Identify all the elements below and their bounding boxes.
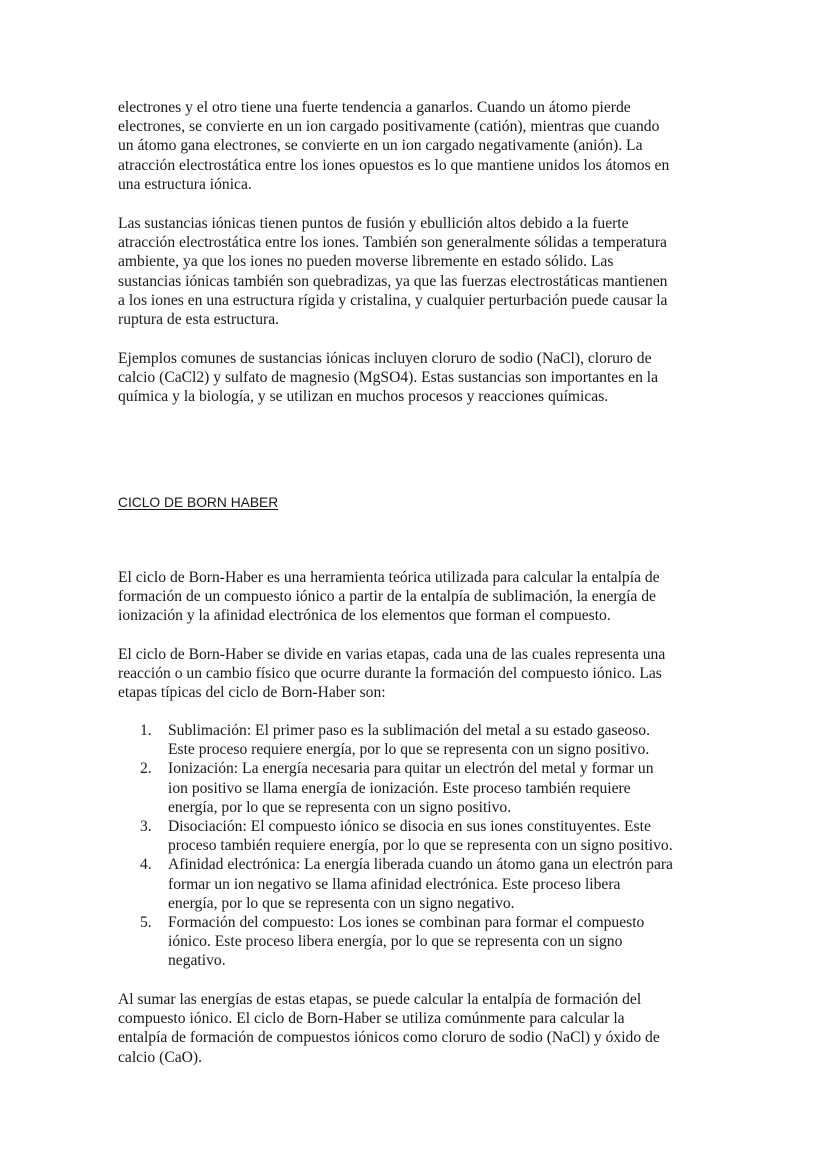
text-line: Sublimación: El primer paso es la sublimación del metal a su estado gaseoso.	[168, 722, 650, 739]
text-line: una estructura iónica.	[118, 175, 252, 193]
text-line: ion positivo se llama energía de ionización. Este proceso también requiere	[168, 779, 631, 797]
text-line: electrones y el otro tiene una fuerte tendencia a ganarlos. Cuando un átomo pierde	[118, 99, 631, 116]
text-line: formar un ion negativo se llama afinidad electrónica. Este proceso libera	[168, 875, 621, 893]
text-line: sustancias iónicas también son quebradizas, ya que las fuerzas electrostáticas mantienen	[118, 272, 668, 290]
list-number: 2.	[140, 760, 152, 778]
text-line: ionización y la afinidad electrónica de los elementos que forman el compuesto.	[118, 607, 611, 625]
list-number: 4.	[140, 856, 152, 874]
text-line: atracción electrostática entre los iones. También son generalmente sólidas a temperatura	[118, 234, 667, 252]
section-heading: CICLO DE BORN HABER	[118, 495, 279, 510]
text-line: reacción o un cambio físico que ocurre durante la formación del compuesto iónico. Las	[118, 665, 662, 683]
text-line: a los iones en una estructura rígida y cristalina, y cualquier perturbación puede causar la	[118, 291, 668, 309]
text-line: Afinidad electrónica: La energía liberada cuando un átomo gana un electrón para	[168, 856, 673, 874]
text-line: iónico. Este proceso libera energía, por lo que se representa con un signo	[168, 933, 623, 951]
list-item	[140, 817, 730, 855]
text-line: un átomo gana electrones, se convierte en un ion cargado negativamente (anión). La	[118, 137, 643, 155]
text-line: entalpía de formación de compuestos iónicos como cloruro de sodio (NaCl) y óxido de	[118, 1029, 660, 1047]
text-line: ambiente, ya que los iones no pueden moverse libremente en estado sólido. Las	[118, 253, 614, 271]
text-line: etapas típicas del ciclo de Born-Haber son:	[118, 684, 386, 702]
paragraph-ionic-examples	[118, 349, 718, 407]
text-line: energía, por lo que se representa con un signo positivo.	[168, 798, 512, 816]
text-line: calcio (CaO).	[118, 1048, 202, 1066]
text-line: proceso también requiere energía, por lo que se representa con un signo positivo.	[168, 837, 673, 855]
paragraph-ionic-properties	[118, 214, 718, 329]
list-number: 5.	[140, 914, 152, 932]
list-item	[140, 855, 730, 913]
text-line: formación de un compuesto iónico a partir de la entalpía de sublimación, la energía de	[118, 588, 656, 606]
text-line: energía, por lo que se representa con un signo negativo.	[168, 894, 515, 912]
text-line: química y la biología, y se utilizan en muchos procesos y reacciones químicas.	[118, 388, 609, 406]
text-line: Las sustancias iónicas tienen puntos de fusión y ebullición altos debido a la fuerte	[118, 215, 629, 232]
text-line: atracción electrostática entre los iones opuestos es lo que mantiene unidos los átomos en	[118, 156, 670, 174]
text-line: calcio (CaCl2) y sulfato de magnesio (MgSO4). Estas sustancias son importantes en la	[118, 369, 659, 387]
text-line: ruptura de esta estructura.	[118, 311, 280, 329]
list-item	[140, 721, 730, 759]
text-line: Disociación: El compuesto iónico se disocia en sus iones constituyentes. Este	[168, 818, 651, 836]
born-haber-steps-list	[140, 721, 730, 971]
text-line: El ciclo de Born-Haber es una herramienta teórica utilizada para calcular la entalpía de	[118, 569, 660, 586]
paragraph-born-haber-stages	[118, 645, 718, 703]
text-line: negativo.	[168, 952, 226, 970]
list-number: 3.	[140, 818, 152, 836]
list-item	[140, 913, 730, 971]
text-line: Este proceso requiere energía, por lo que se representa con un signo positivo.	[168, 741, 650, 759]
text-line: electrones, se convierte en un ion cargado positivamente (catión), mientras que cuando	[118, 118, 660, 136]
text-line: Formación del compuesto: Los iones se combinan para formar el compuesto	[168, 914, 645, 932]
paragraph-born-haber-conclusion	[118, 990, 718, 1067]
paragraph-ionic-bond	[118, 98, 718, 194]
text-line: Al sumar las energías de estas etapas, se puede calcular la entalpía de formación del	[118, 991, 642, 1008]
text-line: El ciclo de Born-Haber se divide en varias etapas, cada una de las cuales representa una	[118, 646, 666, 663]
list-item	[140, 759, 730, 817]
paragraph-born-haber-intro	[118, 568, 718, 626]
text-line: Ejemplos comunes de sustancias iónicas incluyen cloruro de sodio (NaCl), cloruro de	[118, 350, 652, 367]
text-line: Ionización: La energía necesaria para quitar un electrón del metal y formar un	[168, 760, 654, 778]
text-line: compuesto iónico. El ciclo de Born-Haber se utiliza comúnmente para calcular la	[118, 1010, 625, 1028]
list-number: 1.	[140, 722, 152, 739]
